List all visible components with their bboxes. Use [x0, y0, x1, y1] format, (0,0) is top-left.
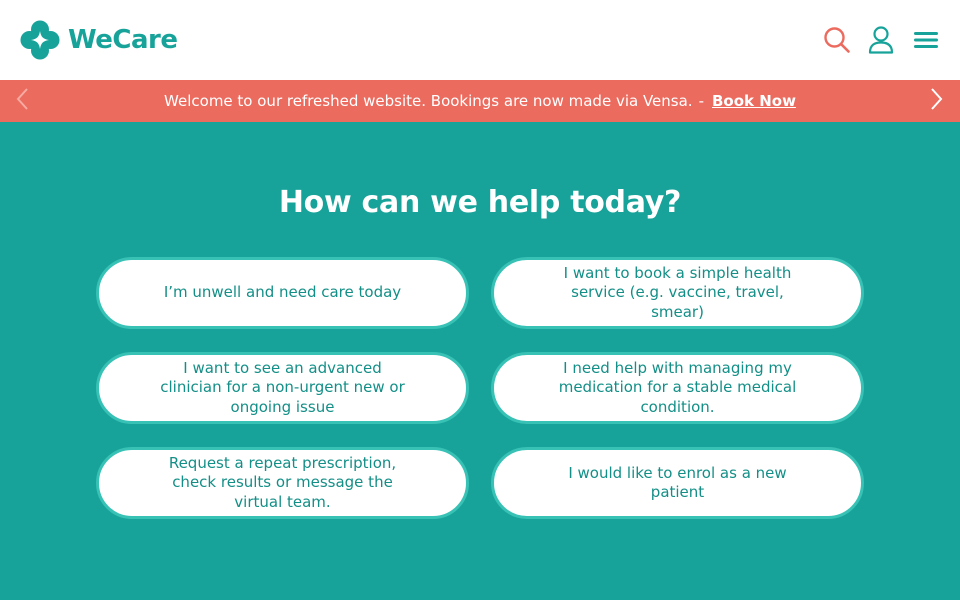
search-button[interactable]: [821, 24, 853, 56]
banner-next-button[interactable]: [924, 89, 948, 113]
site-header: [0, 0, 960, 80]
option-advanced-clinician[interactable]: I want to see an advanced clinician for a non-urgent new or ongoing issue: [96, 352, 469, 424]
hamburger-menu-icon: [913, 30, 939, 50]
option-book-health-service[interactable]: I want to book a simple health service (e.g. vaccine, travel, smear): [491, 257, 864, 329]
chevron-left-icon: [15, 87, 31, 115]
search-icon: [823, 26, 851, 54]
logo-link[interactable]: [20, 20, 177, 60]
option-enrol-new-patient[interactable]: I would like to enrol as a new patient: [491, 447, 864, 519]
book-now-link[interactable]: Book Now: [711, 92, 796, 110]
option-medication-help[interactable]: I need help with managing my medication for a stable medical condition.: [491, 352, 864, 424]
menu-button[interactable]: [910, 24, 942, 56]
page-heading: How can we help today?: [278, 185, 682, 220]
brand-name: WeCare: [68, 25, 178, 55]
banner-message: Welcome to our refreshed website. Bookings are now made via Vensa.: [164, 92, 693, 110]
quatrefoil-logo-icon: [20, 20, 60, 60]
option-repeat-prescription[interactable]: Request a repeat prescription, check results or message the virtual team.: [96, 447, 469, 519]
account-button[interactable]: [865, 24, 897, 56]
banner-separator: -: [698, 92, 704, 110]
banner-prev-button[interactable]: [11, 89, 35, 113]
option-unwell-care-today[interactable]: I’m unwell and need care today: [96, 257, 469, 329]
user-icon: [868, 26, 894, 54]
announcement-banner: [0, 80, 960, 122]
chevron-right-icon: [928, 87, 944, 115]
